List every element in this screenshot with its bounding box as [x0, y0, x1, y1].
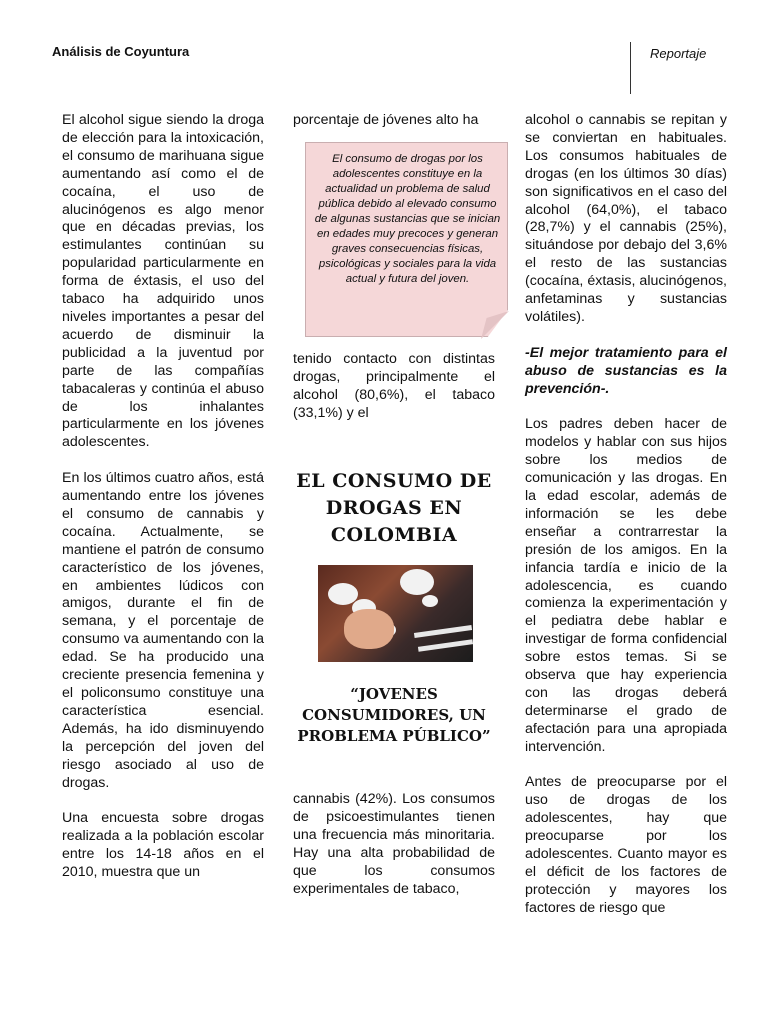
- paragraph: Los padres deben hacer de modelos y hablar con sus hijos sobre los medios de comunicación y las drogas. En la edad escolar, además de información se les debe enseñar a contrarrestar la presión de los amigos. En la infancia tardía e inicio de la adolescencia, es cuando comienza la experimentación y el pediatra debe hablar e investigar de forma confidencial sobre estos temas. Si se observa que hay experiencia con las drogas deberá determinarse el grado de afectación para una apropiada intervención.: [525, 416, 727, 755]
- paragraph: tenido contacto con distintas drogas, principalmente el alcohol (80,6%), el tabaco (33,1%) y el: [293, 351, 495, 421]
- article-subtitle: “JOVENES CONSUMIDORES, UN PROBLEMA PÚBLICO”: [297, 685, 491, 745]
- column-left: [62, 112, 264, 882]
- paragraph: El alcohol sigue siendo la droga de elección para la intoxicación, el consumo de marihuana sigue aumentando así como el de cocaína, el uso de alucinógenos es algo menor que en décadas previas, los estimulantes continúan su popularidad particularmente en forma de éxtasis, el uso del tabaco ha adquirido unos niveles importantes a pesar del acuerdo de disminuir la publicidad a la juventud por parte de las compañías tabacaleras y continúa el abuso de los inhalantes particularmente en los jóvenes adolescentes.: [62, 112, 264, 451]
- article-title: EL CONSUMO DE DROGAS EN COLOMBIA: [296, 470, 492, 546]
- column-right: [525, 112, 727, 918]
- pull-quote-text: El consumo de drogas por los adolescentes constituye en la actualidad un problema de salud pública debido al elevado consumo de algunas sustancias que se inician en edades muy precoces y generan graves consecuencias físicas, psicológicas y sociales para la vida actual y futura del joven.: [314, 153, 501, 285]
- header-divider: [630, 42, 631, 94]
- highlight-quote: -El mejor tratamiento para el abuso de sustancias es la prevención-.: [525, 344, 727, 397]
- column-middle-top: [293, 112, 495, 130]
- paragraph: cannabis (42%). Los consumos de psicoestimulantes tienen una frecuencia más minoritaria. Hay una alta probabilidad de que los consumos experimentales de tabaco,: [293, 791, 495, 897]
- paragraph: alcohol o cannabis se repitan y se conviertan en habituales. Los consumos habituales de drogas (en los últimos 30 días) son significativos en el caso del alcohol (64,0%), el tabaco (28,7%) y el cannabis (25%), situándose por debajo del 3,6% el resto de las sustancias (cocaína, éxtasis, alucinógenos, anfetaminas y sustancias volátiles).: [525, 112, 727, 325]
- section-label: Análisis de Coyuntura: [52, 44, 190, 59]
- paragraph: En los últimos cuatro años, está aumentando entre los jóvenes el consumo de cannabis y cocaína. Actualmente, se mantiene el patrón de consumo característico de los jóvenes, en ambientes lúdicos con amigos, durante el fin de semana, y el porcentaje de consumo va aumentando con la edad. Se ha producido una creciente presencia femenina y el policonsumo constituye una característica esencial. Además, ha ido disminuyendo la percepción del joven del riesgo asociado al uso de drogas.: [62, 470, 264, 791]
- paragraph: Una encuesta sobre drogas realizada a la población escolar entre los 14-18 años en el 2010, muestra que un: [62, 810, 264, 881]
- article-photo: [318, 565, 473, 662]
- section-type-label: Reportaje: [650, 46, 707, 61]
- paragraph: Antes de preocuparse por el uso de drogas de los adolescentes, hay que preocuparse por los adolescentes. Cuanto mayor es el déficit de los factores de protección y mayores los factores de riesgo que: [525, 774, 727, 916]
- column-middle-bottom: [293, 791, 495, 898]
- column-middle-mid: [293, 351, 495, 423]
- paragraph: porcentaje de jóvenes alto ha: [293, 112, 479, 128]
